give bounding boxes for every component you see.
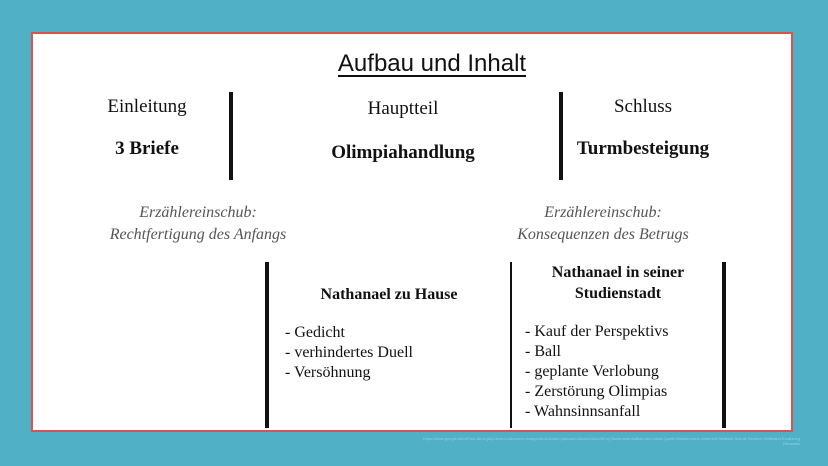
erzaehlereinschub-rechts-label: Erzählereinschub: — [544, 204, 662, 221]
list-item: - Gedicht — [285, 324, 345, 341]
erzaehlereinschub-links-text: Rechtfertigung des Anfangs — [109, 226, 287, 243]
slide-title: Aufbau und Inhalt — [337, 50, 527, 77]
zuhause-title: Nathanael zu Hause — [320, 286, 458, 303]
list-item: - Wahnsinnsanfall — [525, 403, 641, 420]
schluss-heading: Schluss — [613, 96, 673, 117]
list-item: - Kauf der Perspektivs — [525, 323, 669, 340]
studienstadt-title-line1: Nathanael in seiner — [551, 264, 685, 281]
list-item: - Zerstörung Olimpias — [525, 383, 668, 400]
erzaehlereinschub-links — [73, 202, 323, 246]
source-footer: https://www.google.de/url?sa=i&rct=j&q=&esrc=s&source=images&cd=&cad=rja&uact=8&ved=0ahUKEwj Sandmann Aufbau und Inhalt Quelle Bildnachweis Unterricht Material Schule Deutsch Hoffmann Erzählung Romantik — [423, 436, 800, 446]
studienstadt-title — [515, 262, 721, 304]
divider-lower-middle — [510, 262, 512, 428]
slide-frame — [31, 32, 793, 432]
hauptteil-content: Olimpiahandlung — [331, 142, 475, 163]
divider-lower-left — [265, 262, 269, 428]
list-item: - Versöhnung — [285, 364, 371, 381]
erzaehlereinschub-links-label: Erzählereinschub: — [139, 204, 257, 221]
list-item: - geplante Verlobung — [525, 363, 659, 380]
divider-lower-right — [722, 262, 726, 428]
hauptteil-heading: Hauptteil — [367, 98, 439, 119]
einleitung-content: 3 Briefe — [115, 138, 179, 159]
erzaehlereinschub-rechts-text: Konsequenzen des Betrugs — [517, 226, 689, 243]
einleitung-heading: Einleitung — [107, 96, 187, 117]
erzaehlereinschub-rechts — [473, 202, 733, 246]
zuhause-list — [285, 323, 413, 383]
divider-hauptteil-schluss — [559, 92, 563, 180]
studienstadt-title-line2: Studienstadt — [574, 285, 662, 302]
schluss-content: Turmbesteigung — [576, 138, 710, 159]
list-item: - Ball — [525, 343, 561, 360]
studienstadt-list — [525, 322, 669, 422]
divider-einleitung-hauptteil — [229, 92, 233, 180]
list-item: - verhindertes Duell — [285, 344, 413, 361]
